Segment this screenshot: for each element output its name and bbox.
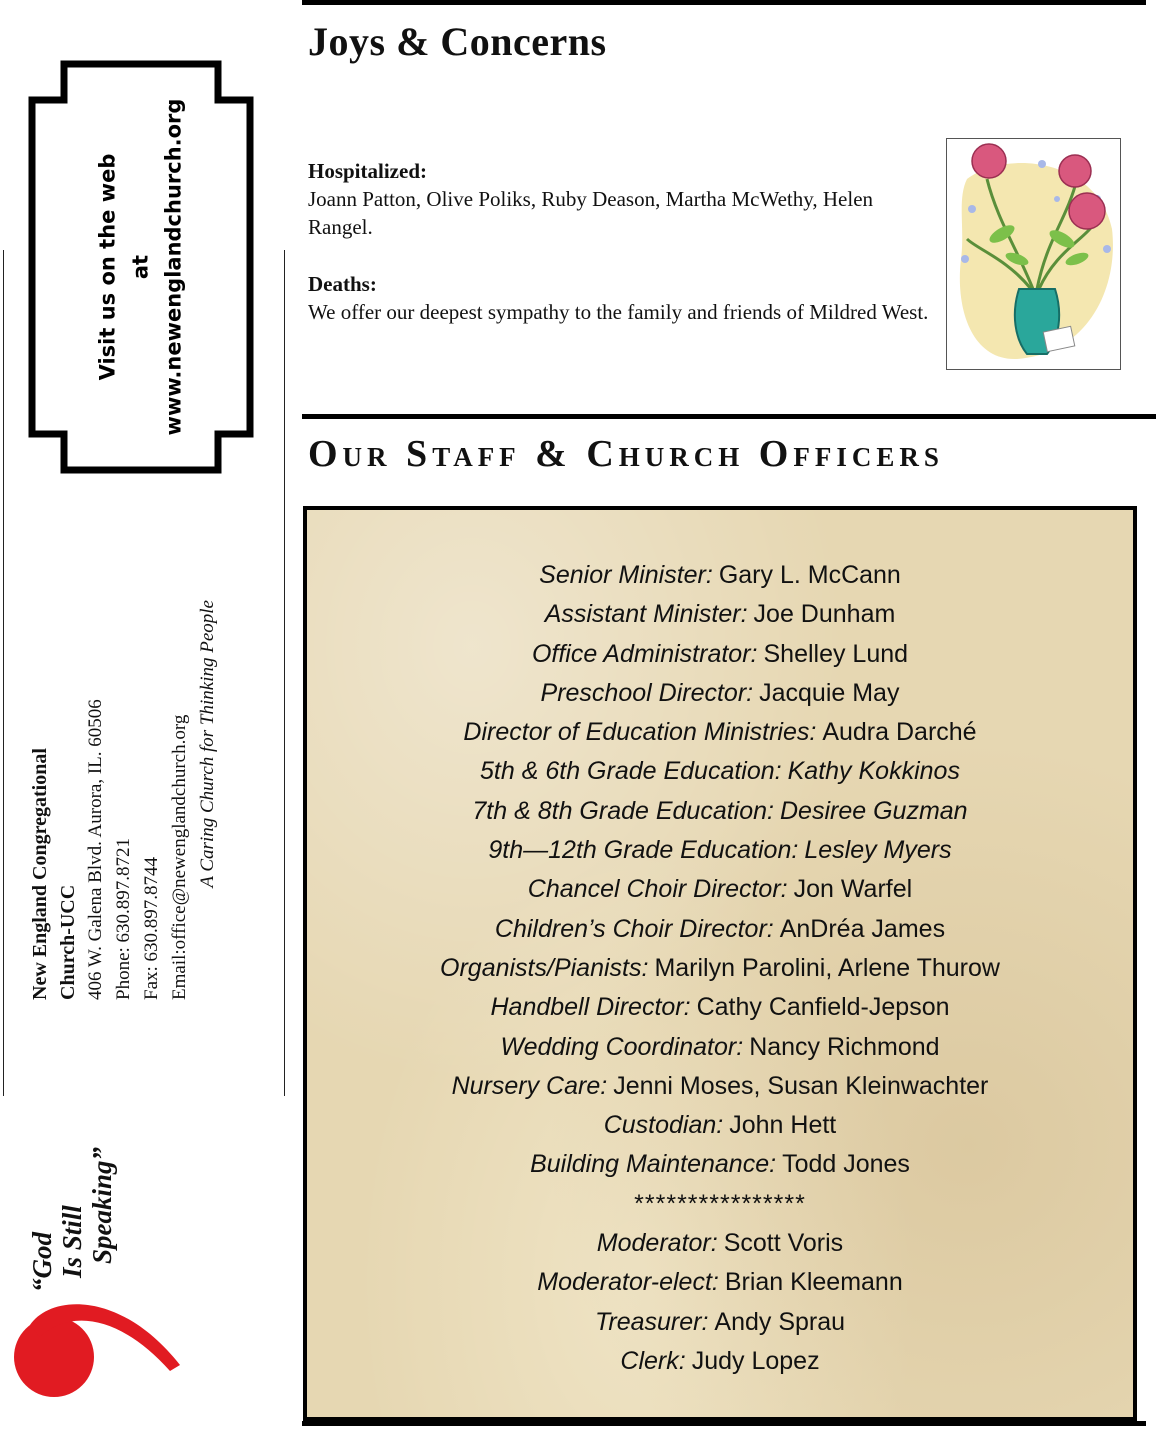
deaths-text: We offer our deepest sympathy to the family and friends of Mildred West. <box>308 300 929 324</box>
staff-person: Judy Lopez <box>691 1346 820 1375</box>
website-line-2: at <box>128 254 153 280</box>
staff-directory-panel <box>303 506 1137 1421</box>
staff-row <box>307 870 1133 909</box>
staff-row <box>307 1067 1133 1106</box>
sidebar-rule-right <box>284 250 285 1096</box>
slogan-line-1: “God <box>27 1232 57 1292</box>
slogan-line-3: Speaking” <box>87 1146 117 1264</box>
staff-person: Audra Darché <box>822 718 977 747</box>
top-rule <box>302 0 1146 5</box>
staff-role: Treasurer: <box>594 1307 709 1336</box>
staff-person: Todd Jones <box>782 1150 910 1179</box>
staff-row <box>307 595 1133 634</box>
staff-row <box>307 674 1133 713</box>
staff-person: John Hett <box>729 1111 837 1140</box>
staff-role: Children’s Choir Director: <box>494 914 774 943</box>
staff-role: 9th—12th Grade Education: <box>488 836 799 865</box>
staff-role: Assistant Minister: <box>544 600 748 629</box>
staff-role: Nursery Care: <box>451 1071 608 1100</box>
staff-row <box>307 635 1133 674</box>
staff-row <box>307 1106 1133 1145</box>
staff-person: Scott Voris <box>723 1229 844 1258</box>
staff-role: Preschool Director: <box>540 678 754 707</box>
staff-role: 5th & 6th Grade Education: <box>480 757 782 786</box>
staff-person: Kathy Kokkinos <box>787 757 960 786</box>
website-callout-box <box>28 60 254 474</box>
hospitalized-heading: Hospitalized: <box>308 159 427 183</box>
staff-person: Joe Dunham <box>753 600 896 629</box>
staff-person: Desiree Guzman <box>780 796 968 825</box>
staff-row <box>307 1263 1133 1302</box>
staff-role: Moderator-elect: <box>537 1268 719 1297</box>
staff-officers-title: Our Staff & Church Officers <box>308 433 944 475</box>
staff-row <box>307 949 1133 988</box>
staff-person: Jon Warfel <box>793 875 913 904</box>
church-address-block <box>26 600 222 1000</box>
staff-row <box>307 910 1133 949</box>
church-name-line-1: New England Congregational <box>29 748 51 1000</box>
staff-person: Brian Kleemann <box>724 1268 903 1297</box>
joys-concerns-title: Joys & Concerns <box>308 19 607 64</box>
staff-row <box>307 1303 1133 1342</box>
staff-person: Andy Sprau <box>714 1307 846 1336</box>
staff-role: Organists/Pianists: <box>440 953 649 982</box>
staff-person: Marilyn Parolini, Arlene Thurow <box>654 953 1000 982</box>
staff-role: Chancel Choir Director: <box>527 875 788 904</box>
staff-role: Director of Education Ministries: <box>463 718 817 747</box>
staff-row <box>307 988 1133 1027</box>
staff-person: AnDréa James <box>779 914 946 943</box>
staff-person: Lesley Myers <box>804 836 952 865</box>
staff-row <box>307 1028 1133 1067</box>
staff-row <box>307 556 1133 595</box>
deaths-section <box>308 270 938 326</box>
staff-role: Clerk: <box>620 1346 686 1375</box>
staff-person: Cathy Canfield-Jepson <box>696 993 950 1022</box>
staff-role: Custodian: <box>603 1111 724 1140</box>
website-url: www.newenglandchurch.org <box>161 98 186 436</box>
website-line-1: Visit us on the web <box>95 153 120 381</box>
staff-role: Building Maintenance: <box>530 1150 777 1179</box>
staff-role: Wedding Coordinator: <box>500 1032 744 1061</box>
staff-person: Nancy Richmond <box>749 1032 940 1061</box>
bottom-rule <box>302 1421 1146 1426</box>
church-tagline: A Caring Church for Thinking People <box>197 600 218 888</box>
staff-row <box>307 1224 1133 1263</box>
staff-row <box>307 1342 1133 1381</box>
deaths-heading: Deaths: <box>308 272 377 296</box>
slogan-line-2: Is Still <box>57 1205 87 1278</box>
staff-role: 7th & 8th Grade Education: <box>472 796 774 825</box>
red-comma-logo-icon <box>10 1295 185 1410</box>
hospitalized-names: Joann Patton, Olive Poliks, Ruby Deason, Martha McWethy, Helen Rangel. <box>308 187 874 239</box>
staff-role: Senior Minister: <box>539 561 713 589</box>
staff-role: Moderator: <box>596 1229 718 1258</box>
staff-row <box>307 713 1133 752</box>
staff-row <box>307 752 1133 791</box>
sidebar-rule-left <box>3 250 4 1096</box>
flower-vase-clipart-icon <box>946 138 1121 370</box>
hospitalized-section <box>308 157 938 241</box>
church-street: 406 W. Galena Blvd. Aurora, IL. 60506 <box>85 699 106 1000</box>
god-is-still-speaking-slogan <box>27 1146 117 1292</box>
website-text <box>92 67 191 467</box>
church-phone: Phone: 630.897.8721 <box>113 837 134 1000</box>
staff-person: Shelley Lund <box>763 639 909 668</box>
staff-person: Gary L. McCann <box>718 561 901 589</box>
staff-list <box>307 556 1133 1381</box>
staff-role: Handbell Director: <box>490 993 691 1022</box>
church-email: Email:office@newenglandchurch.org <box>169 714 190 1000</box>
staff-row <box>307 792 1133 831</box>
church-fax: Fax: 630.897.8744 <box>141 856 162 1000</box>
staff-role: Office Administrator: <box>531 639 758 668</box>
staff-person: Jacquie May <box>759 678 900 707</box>
church-name-line-2: Church-UCC <box>57 884 79 1000</box>
staff-row <box>307 1145 1133 1184</box>
staff-person: Jenni Moses, Susan Kleinwachter <box>613 1071 989 1100</box>
staff-separator: **************** <box>634 1189 806 1218</box>
section-divider-rule <box>302 414 1156 419</box>
staff-row <box>307 831 1133 870</box>
